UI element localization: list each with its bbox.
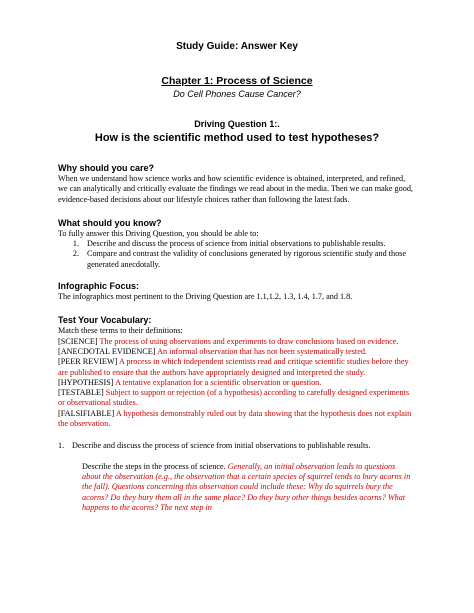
- vocab-definition: The process of using observations and experiments to draw conclusions based on evidence.: [99, 336, 399, 346]
- vocab-definition: An informal observation that has not been systematically tested.: [157, 346, 367, 356]
- vocab-term: [ANECDOTAL EVIDENCE]: [58, 346, 156, 356]
- vocab-entry: [58, 357, 416, 378]
- vocab-entry: [58, 347, 416, 357]
- vocab-term: [FALSIFIABLE]: [58, 408, 115, 418]
- driving-question-label: Driving Question 1:.: [194, 119, 280, 129]
- list-item: [58, 249, 416, 270]
- why-text: When we understand how science works and how scientific evidence is obtained, interpreted, and refined, we can analytically and critically evaluate the findings we read about in the media. Then we can make good, evidence-based decisions about our lifestyle choices rather than following the latest fads.: [58, 174, 413, 204]
- vocab-term: [HYPOTHESIS]: [58, 377, 114, 387]
- page-title: Study Guide: Answer Key: [176, 41, 298, 52]
- vocab-entry: [58, 388, 416, 409]
- list-number: 1.: [72, 239, 79, 249]
- vocab-definition: Subject to support or rejection (of a hypothesis) according to carefully designed experiments or observational studies.: [58, 388, 410, 408]
- objectives-list: [58, 239, 416, 270]
- what-intro: To fully answer this Driving Question, you should be able to:: [58, 228, 259, 238]
- vocab-definition: A tentative explanation for a scientific observation or question.: [115, 377, 322, 387]
- why-heading: Why should you care?: [58, 163, 155, 173]
- list-text: Compare and contrast the validity of conclusions generated by rigorous scientific study and those generated anecdotally.: [87, 249, 407, 269]
- question-1: [58, 441, 416, 451]
- answer-paragraph: [82, 462, 416, 513]
- chapter-subtitle: Do Cell Phones Cause Cancer?: [173, 89, 301, 99]
- vocab-definition: A hypothesis demonstrably ruled out by data showing that the hypothesis does not explain the observation.: [58, 408, 412, 429]
- vocab-entry: [58, 409, 416, 430]
- infographic-text: The infographics most pertinent to the Driving Question are 1.1,1.2, 1.3, 1.4, 1.7, and 1.8.: [58, 292, 353, 302]
- what-heading: What should you know?: [58, 217, 162, 228]
- chapter-heading: Chapter 1: Process of Science: [161, 75, 313, 87]
- infographic-heading: Infographic Focus:: [58, 281, 139, 292]
- vocab-entry: [58, 378, 416, 388]
- vocab-definition: A process in which independent scientists read and critique scientific studies before they are published to ensure that the authors have appropriately designed and interpreted the study.: [58, 357, 409, 377]
- driving-question: How is the scientific method used to test hypotheses?: [94, 132, 380, 144]
- vocab-entry: [58, 337, 416, 347]
- vocab-term: [PEER REVIEW]: [58, 357, 118, 367]
- question-number: 1.: [58, 441, 65, 451]
- list-number: 2.: [72, 249, 79, 259]
- list-text: Describe and discuss the process of science from initial observations to publishable results.: [87, 239, 386, 249]
- vocab-term: [SCIENCE]: [58, 336, 98, 346]
- vocab-term: [TESTABLE]: [58, 388, 104, 398]
- list-item: [58, 239, 416, 249]
- question-text: Describe and discuss the process of science from initial observations to publishable results.: [72, 441, 371, 451]
- answer-text: Generally, an initial observation leads to questions about the observation (e.g., the observation that a certain species of squirrel tends to bury acorns in the fall). Questions concerning this observation could include these: Why do squirrels bury the acorns? Do they bury them all in the same place? Do they bury other things besides acorns? What happens to the acorns? The next step in: [82, 461, 411, 512]
- answer-prompt: Describe the steps in the process of science.: [82, 461, 226, 471]
- vocab-intro: Match these terms to their definitions:: [58, 326, 183, 336]
- vocab-heading: Test Your Vocabulary:: [58, 315, 152, 326]
